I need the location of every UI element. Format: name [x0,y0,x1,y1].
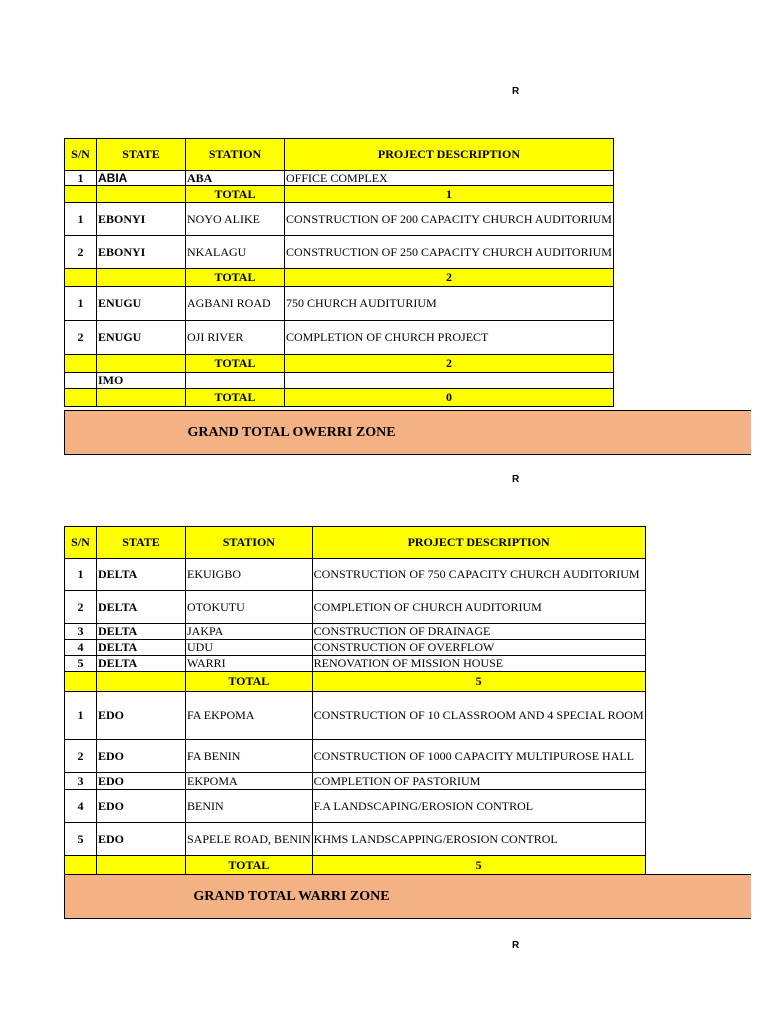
table-row [65,740,646,773]
cell-sn: 1 [65,171,97,186]
cell-sn [65,373,97,389]
cell-sn: 5 [65,656,97,672]
total-label: TOTAL [186,269,285,287]
cell-station: FA BENIN [186,740,313,773]
cell-description: CONSTRUCTION OF 10 CLASSROOM AND 4 SPECIAL ROOM [312,692,645,740]
cell-station: NOYO ALIKE [186,203,285,236]
cell-station: NKALAGU [186,236,285,269]
column-marker: R [512,86,520,97]
total-row [65,672,646,692]
total-row [65,355,614,373]
header-station: STATION [186,527,313,559]
cell-state: DELTA [97,591,186,624]
cell-sn: 1 [65,692,97,740]
cell-description: OFFICE COMPLEX [285,171,614,186]
cell-description: CONSTRUCTION OF OVERFLOW [312,640,645,656]
cell-state: EDO [97,790,186,823]
cell-state: EBONYI [97,236,186,269]
total-row [65,269,614,287]
cell-station: UDU [186,640,313,656]
grand-total-label: GRAND TOTAL WARRI ZONE [193,889,390,904]
header-station: STATION [186,139,285,171]
cell-sn: 1 [65,203,97,236]
table-row [65,171,614,186]
table-row [65,624,646,640]
cell-description: KHMS LANDSCAPPING/EROSION CONTROL [312,823,645,856]
grand-total-banner [64,410,751,455]
cell-sn: 2 [65,321,97,355]
cell-station: BENIN [186,790,313,823]
cell-station: JAKPA [186,624,313,640]
cell-station: WARRI [186,656,313,672]
table-row [65,790,646,823]
cell-station: EKUIGBO [186,559,313,591]
cell-sn: 3 [65,773,97,790]
owerri-zone-table [64,138,614,407]
cell-state: ENUGU [97,321,186,355]
cell-description [285,373,614,389]
cell-state: DELTA [97,624,186,640]
cell-station: AGBANI ROAD [186,287,285,321]
grand-total-label: GRAND TOTAL OWERRI ZONE [187,425,396,440]
header-sn: S/N [65,527,97,559]
cell-description: RENOVATION OF MISSION HOUSE [312,656,645,672]
cell-station: ABA [186,171,285,186]
total-label: TOTAL [186,856,313,875]
column-marker: R [512,474,520,485]
total-count: 2 [285,269,614,287]
cell-state: EDO [97,823,186,856]
total-count: 0 [285,389,614,407]
total-count: 5 [312,672,645,692]
table-row [65,640,646,656]
cell-station [186,373,285,389]
header-state: STATE [97,139,186,171]
cell-station: SAPELE ROAD, BENIN [186,823,313,856]
total-label: TOTAL [186,355,285,373]
cell-state: EDO [97,740,186,773]
cell-state: DELTA [97,640,186,656]
header-description: PROJECT DESCRIPTION [312,527,645,559]
cell-description: COMPLETION OF PASTORIUM [312,773,645,790]
table-row [65,287,614,321]
table-row [65,656,646,672]
warri-zone-table [64,526,646,875]
cell-state: ENUGU [97,287,186,321]
cell-state: EDO [97,773,186,790]
grand-total-banner [64,874,751,919]
table-row [65,773,646,790]
cell-description: CONSTRUCTION OF 200 CAPACITY CHURCH AUDITORIUM [285,203,614,236]
cell-sn: 2 [65,591,97,624]
table-row [65,203,614,236]
cell-station: OJI RIVER [186,321,285,355]
table-row [65,373,614,389]
cell-description: F.A LANDSCAPING/EROSION CONTROL [312,790,645,823]
cell-station: EKPOMA [186,773,313,790]
cell-description: CONSTRUCTION OF 1000 CAPACITY MULTIPUROSE HALL [312,740,645,773]
column-marker: R [512,940,520,951]
cell-state: DELTA [97,656,186,672]
cell-station: OTOKUTU [186,591,313,624]
total-label: TOTAL [186,672,313,692]
cell-description: CONSTRUCTION OF DRAINAGE [312,624,645,640]
total-row [65,856,646,875]
total-count: 2 [285,355,614,373]
table-row [65,559,646,591]
total-row [65,389,614,407]
cell-description: 750 CHURCH AUDITURIUM [285,287,614,321]
cell-sn: 2 [65,236,97,269]
cell-sn: 1 [65,559,97,591]
table-header-row [65,139,614,171]
cell-state: EDO [97,692,186,740]
cell-state: IMO [97,373,186,389]
cell-description: COMPLETION OF CHURCH AUDITORIUM [312,591,645,624]
cell-sn: 3 [65,624,97,640]
total-count: 1 [285,186,614,203]
table-header-row [65,527,646,559]
table-row [65,823,646,856]
total-label: TOTAL [186,389,285,407]
cell-sn: 4 [65,640,97,656]
cell-description: CONSTRUCTION OF 250 CAPACITY CHURCH AUDITORIUM [285,236,614,269]
total-count: 5 [312,856,645,875]
cell-state: DELTA [97,559,186,591]
table-row [65,321,614,355]
table-row [65,692,646,740]
cell-sn: 4 [65,790,97,823]
cell-state: ABIA [97,171,186,186]
cell-sn: 1 [65,287,97,321]
cell-sn: 5 [65,823,97,856]
header-sn: S/N [65,139,97,171]
header-state: STATE [97,527,186,559]
cell-sn: 2 [65,740,97,773]
table-row [65,591,646,624]
cell-description: COMPLETION OF CHURCH PROJECT [285,321,614,355]
header-description: PROJECT DESCRIPTION [285,139,614,171]
cell-state: EBONYI [97,203,186,236]
total-row [65,186,614,203]
table-row [65,236,614,269]
total-label: TOTAL [186,186,285,203]
cell-station: FA EKPOMA [186,692,313,740]
cell-description: CONSTRUCTION OF 750 CAPACITY CHURCH AUDITORIUM [312,559,645,591]
